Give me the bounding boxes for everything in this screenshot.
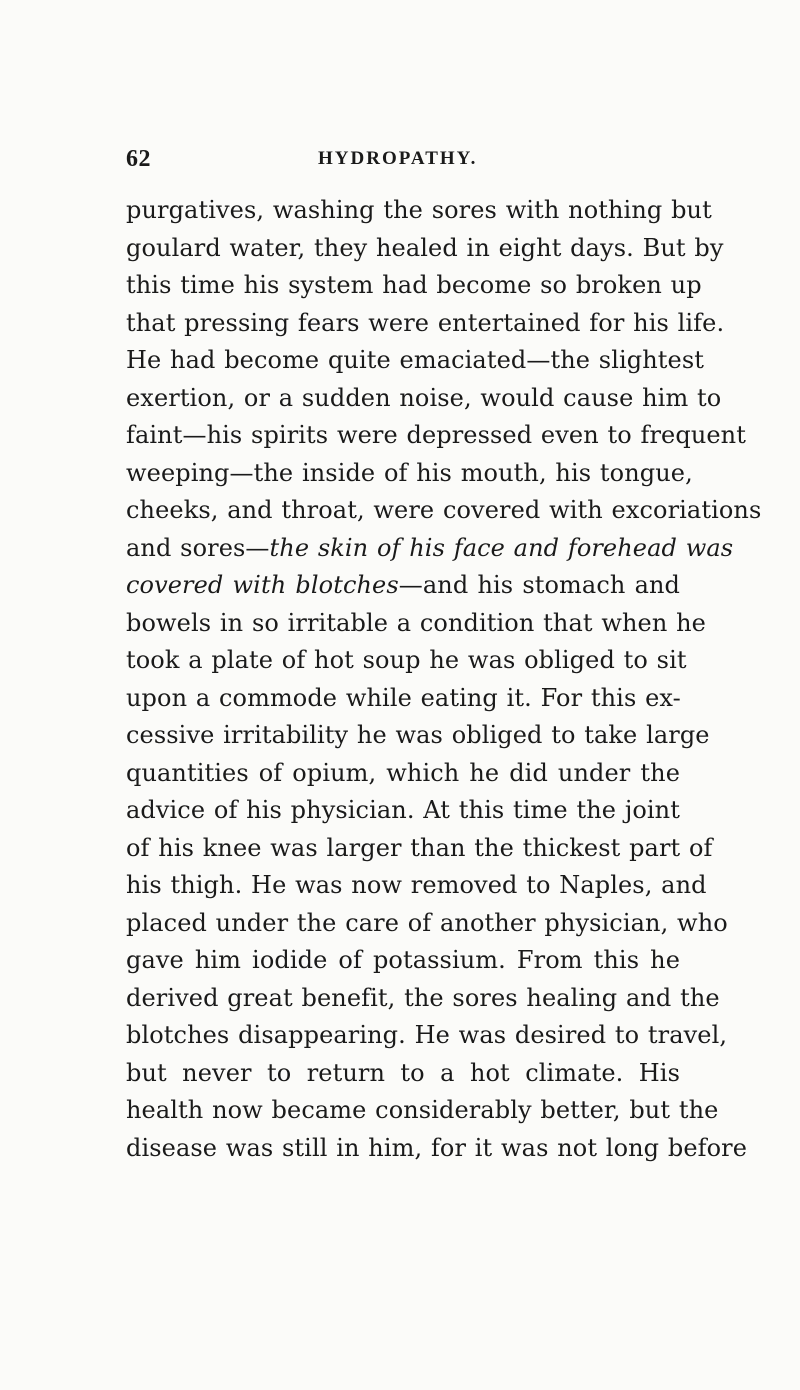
text-line: cessive irritability he was obliged to take large (126, 721, 710, 749)
running-head: HYDROPATHY. (318, 148, 478, 169)
text-line: goulard water, they healed in eight days. But by (126, 233, 724, 262)
body-text (126, 192, 762, 1167)
text-line: his thigh. He was now removed to Naples, and (126, 871, 707, 899)
text-line: but never to return to a hot climate. His (126, 1058, 680, 1087)
text-line: blotches disappearing. He was desired to travel, (126, 1021, 728, 1049)
text-line: bowels in so irritable a condition that when he (126, 608, 706, 637)
text-line: this time his system had become so broken up (126, 271, 702, 299)
text-line: upon a commode while eating it. For this ex- (126, 683, 681, 712)
text-line: took a plate of hot soup he was obliged to sit (126, 646, 687, 674)
text-line: faint—his spirits were depressed even to frequent (126, 421, 746, 449)
text-line: health now became considerably better, but the (126, 1096, 719, 1124)
text-line: weeping—the inside of his mouth, his tongue, (126, 458, 693, 487)
text-line: advice of his physician. At this time the joint (126, 796, 680, 824)
text-line: derived great benefit, the sores healing and the (126, 983, 720, 1012)
text-line: purgatives, washing the sores with nothing but (126, 196, 712, 224)
text-line: exertion, or a sudden noise, would cause him to (126, 383, 722, 412)
text-segment: and sores— (126, 533, 270, 562)
text-segment: —and his stomach and (398, 571, 680, 599)
italic-segment: the skin of his face and forehead was (269, 533, 734, 562)
text-line: that pressing fears were entertained for his life. (126, 308, 725, 337)
text-line-with-italic (126, 567, 680, 605)
text-line: quantities of opium, which he did under the (126, 758, 680, 787)
text-line: gave him iodide of potassium. From this he (126, 946, 680, 974)
page-number: 62 (126, 146, 151, 172)
page-header (126, 146, 680, 176)
text-line: disease was still in him, for it was not long before (126, 1133, 748, 1162)
text-line-with-italic (126, 530, 734, 568)
text-line: placed under the care of another physician, who (126, 908, 728, 937)
text-line: cheeks, and throat, were covered with excoriations (126, 496, 762, 524)
italic-segment: covered with blotches (126, 571, 399, 599)
text-line: He had become quite emaciated—the slightest (126, 346, 704, 374)
text-line: of his knee was larger than the thickest part of (126, 833, 713, 862)
